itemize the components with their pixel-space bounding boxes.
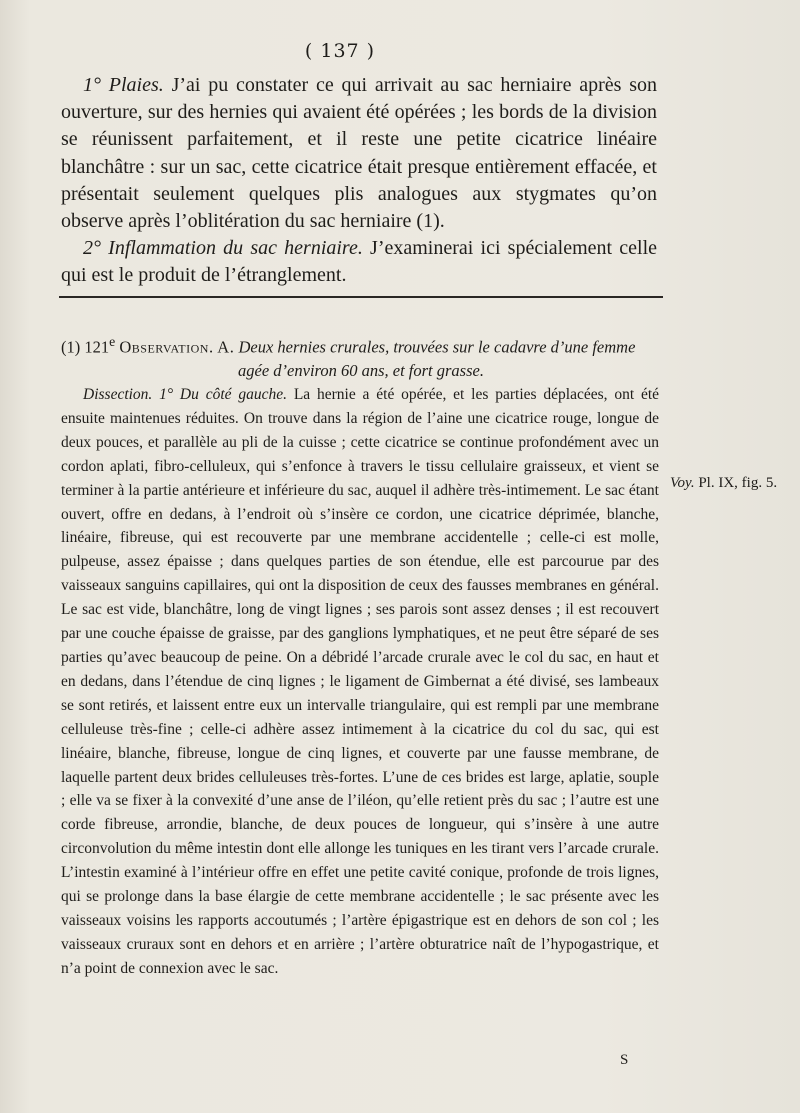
dissection-label: Dissection. 1° Du côté gauche. [83,386,287,403]
footnote-number: (1) 121 [61,337,110,357]
dissection-text: La hernie a été opérée, et les parties déplacées, ont été ensuite maintenues réduites. On trouve dans la région de l’aine une cicatrice rouge, longue de deux pouces, et parallèle au pli de la cuisse ; cette cicatrice se continue profondément avec un cordon aplati, fibro-celluleux, qui s’enfonce à travers le tissu cellulaire graisseux, et vient se terminer à la partie antérieure et inférieure du sac, auquel il adhère très-intimement. Le sac étant ouvert, offre en dedans, à l’endroit où s’insère ce cordon, une cicatrice déprimée, blanche, linéaire, fibreuse, qui est recouverte par une membrane accidentelle ; celle-ci est molle, pulpeuse, assez épaisse ; dans quelques parties de son étendue, elle est parcourue par des vaisseaux sanguins capillaires, qui ont la disposition de ceux des fausses membranes en général. Le sac est vide, blanchâtre, long de vingt lignes ; ses parois sont assez denses ; il est recouvert par une couche épaisse de graisse, par des ganglions lymphatiques, et ne peut être séparé de ses parties qu’avec beaucoup de peine. On a débridé l’arcade crurale avec le col du sac, en haut et en dedans, dans l’étendue de cinq lignes ; le ligament de Gimbernat a été divisé, ses lambeaux se sont retirés, et laissent entre eux un intervalle triangulaire, qui est rempli par une membrane celluleuse très-fine ; celle-ci adhère assez intimement à la cicatrice du col du sac, qui est linéaire, blanche, fibreuse, longue de cinq lignes, et couverte par une fausse membrane, de laquelle partent deux brides celluleuses très-fortes. L’une de ces brides est large, aplatie, souple ; elle va se fixer à la convexité d’une anse de l’iléon, qu’elle retient près du sac ; l’autre est une corde fibreuse, arrondie, blanche, de deux pouces de longueur, qui s’insère à une autre circonvolution du même intestin dont elle allonge les tuniques en les tirant vers l’arcade crurale. L’intestin examiné à l’intérieur offre en effet une petite cavité conique, profonde de trois lignes, qui se prolonge dans la base élargie de cette membrane accidentelle ; le sac présente avec les vaisseaux voisins les rapports accoutumés ; l’artère épigastrique est en dehors de son col ; les vaisseaux cruraux sont en dehors et en arrière ; l’artère obturatrice naît de l’hypogastrique, et n’a point de connexion avec le sac. [61,386,660,977]
paragraph-plaies-text: J’ai pu constater ce qui arrivait au sac herniaire après son ouverture, sur des hernies qui avaient été opérées ; les bords de la division se réunissent parfaitement, et il reste une petite cicatrice linéaire blanchâtre : sur un sac, cette cicatrice était presque entièrement effacée, et présentait seulement quelques plis analogues aux stygmates qu’on observe après l’oblitération du sac herniaire (1). [61,74,658,233]
margin-note-ref: Pl. IX, fig. 5. [698,475,778,491]
signature-mark: S [620,1052,629,1068]
footnote-dissection-paragraph [61,383,659,981]
paragraph-inflammation [61,235,657,289]
footnote-number-sup: e [109,334,116,349]
margin-note [670,475,800,492]
footnote-heading [61,330,661,382]
footnote-body [61,383,659,981]
paragraph-inflammation-label: 2° Inflammation du sac herniaire. [83,237,363,260]
footnote-title: Deux hernies crurales, trouvées sur le cadavre d’une femme [238,337,636,357]
paragraph-inflammation-text: J’examinerai ici spécialement celle qui est le produit de l’étranglement. [61,237,658,287]
page-number: ( 137 ) [304,40,376,62]
footnote-title-line [61,330,661,359]
footnote-separator-rule [59,296,663,298]
paragraph-plaies [61,72,657,235]
main-text [61,72,657,290]
footnote-observation-label: Observation. A. [119,337,235,357]
paragraph-plaies-label: 1° Plaies. [83,74,164,96]
margin-note-voy: Voy. [670,475,695,491]
footnote-subtitle: agée d’environ 60 ans, et fort grasse. [238,360,484,380]
